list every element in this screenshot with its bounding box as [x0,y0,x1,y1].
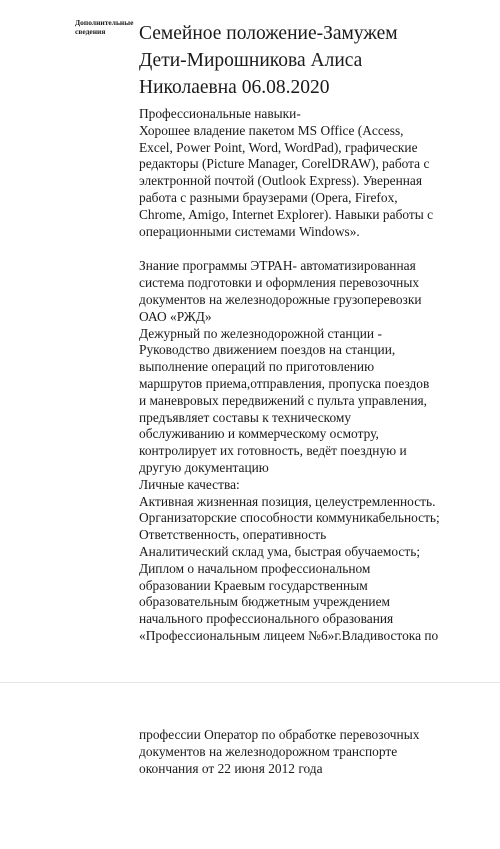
text-line: Знание программы ЭТРАН- автоматизированная [139,258,416,274]
text-line: операционными системами Windows». [139,223,360,239]
text-line: документов на железнодорожные грузоперевозки [139,291,422,307]
text-line: «Профессиональным лицеем №6»г.Владивостока по [139,627,439,643]
text-line: предъявляет составы к техническому [139,409,352,425]
text-line: начального профессионального образования [139,611,394,627]
text-line: Диплом о начальном профессиональном [139,560,371,576]
text-line: Аналитический склад ума, быстрая обучаемость; [139,543,421,559]
text-line: работа с разными браузерами (Opera, Firefox, [139,189,398,205]
text-line: выполнение операций по приготовлению [139,359,375,375]
text-line: и маневровых передвижений с пульта управления, [139,392,428,408]
text-line: Excel, Power Point, Word, WordPad), графические [139,139,418,155]
footer-text [139,727,469,777]
text-line: ОАО «РЖД» [139,308,212,324]
text-line: редакторы (Picture Manager, CorelDRAW), работа с [139,156,430,172]
text-line: электронной почтой (Outlook Express). Уверенная [139,173,423,189]
text-line: контролирует их готовность, ведёт поездную и [139,443,407,459]
page-title [139,20,494,101]
main-text [139,106,474,645]
paragraph-gap [139,240,474,258]
text-line: Ответственность, оперативность [139,527,327,543]
text-line: документов на железнодорожном транспорте [139,743,398,759]
title-line: Николаевна 06.08.2020 [139,77,330,98]
text-line: образовательным бюджетным учреждением [139,594,390,610]
text-line: профессии Оператор по обработке перевозочных [139,727,420,742]
text-line: Руководство движением поездов на станции, [139,342,396,358]
text-line: другую документацию [139,459,269,475]
text-line: система подготовки и оформления перевозочных [139,275,420,291]
text-line: Хорошее владение пакетом MS Office (Access, [139,122,404,138]
text-line: Chrome, Amigo, Internet Explorer). Навыки работы с [139,206,434,222]
text-line: обслуживанию и коммерческому осмотру, [139,426,379,442]
text-line: Организаторские способности коммуникабельность; [139,510,440,526]
text-line: образовании Краевым государственным [139,577,368,593]
title-line: Семейное положение-Замужем [139,23,398,44]
text-line: Личные качества: [139,476,240,492]
text-line: Активная жизненная позиция, целеустремленность. [139,493,436,509]
text-line: окончания от 22 июня 2012 года [139,760,323,776]
text-line: Профессиональные навыки- [139,106,301,121]
text-line: маршрутов приема,отправления, пропуска поездов [139,375,430,391]
page-divider [0,682,500,683]
side-section-label: Дополнительные сведения [75,18,134,36]
title-line: Дети-Мирошникова Алиса [139,50,363,71]
text-line: Дежурный по железнодорожной станции - [139,325,382,341]
